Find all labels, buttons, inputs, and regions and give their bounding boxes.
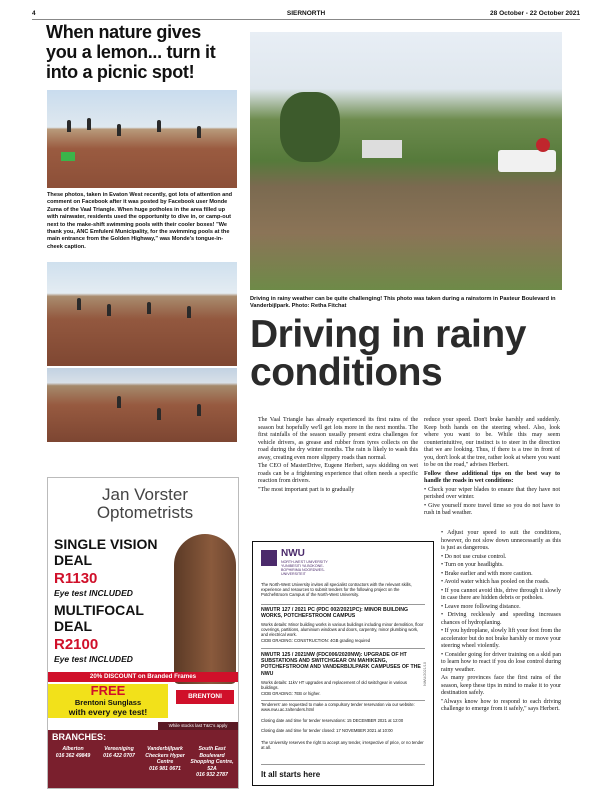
branches-title: BRANCHES: (52, 732, 106, 742)
left-headline: When nature gives you a lemon... turn it into a picnic spot! (46, 22, 216, 82)
tender1-grading: CIDB GRADING: CONSTRUCTION: 4GB grading required (261, 638, 371, 643)
article-column-3 (441, 530, 561, 715)
divider (261, 764, 425, 765)
nwu-logo-text: NWU (281, 548, 305, 559)
stock-note: While stocks last T&C's apply (158, 722, 238, 730)
tip-item: • Do not use cruise control. (441, 553, 507, 560)
divider (261, 648, 425, 649)
main-photo-caption: Driving in rainy weather can be quite challenging! This photo was taken during a rainstorm in Pasteur Boulevard in Vanderbijlpark. Photo: Retha Fitchat (250, 296, 556, 310)
optometrist-logo: Jan Vorster Optometrists (96, 485, 194, 522)
branch-item: Alberton 016 362 49849 (55, 746, 91, 759)
tender-intro: The North-West University invites all specialist contractors with the relevant skills, experience and resources to submit tenders for the following project on the Potchefstroom Campus of the North-West University. (261, 582, 412, 598)
free-title: FREE (90, 683, 126, 698)
model-photo (174, 534, 236, 684)
publication-name: SIERNORTH (286, 10, 326, 17)
issue-date: 28 October - 22 October 2021 (490, 10, 580, 17)
page-number: 4 (32, 10, 36, 17)
deal2-note: Eye test INCLUDED (54, 654, 133, 664)
free-line2: with every eye test! (68, 707, 148, 717)
free-offer (48, 684, 168, 718)
closing-date-2: Closing date and time for tender closed: 17 NOVEMBER 2021 at 10:00 (261, 728, 393, 733)
tips-intro: Follow these additional tips on the best way to handle the roads in wet conditions: (424, 470, 560, 484)
evaton-photo-3 (47, 368, 237, 442)
deal2-price: R2100 (54, 636, 99, 653)
tender-disclaimer: The University reserves the right to accept any tender, irrespective of price, or no tender at all. (261, 740, 424, 751)
article-column-1 (258, 417, 418, 495)
paragraph: As many provinces face the first rains of the season, keep these tips in mind to make it to your destination safely. (441, 675, 561, 696)
tip-item: • Driving recklessly and speeding increases chances of hydroplaning. (441, 612, 561, 626)
brentoni-logo: BRENTONI (176, 690, 234, 704)
deal1-price: R1130 (54, 570, 98, 587)
divider (261, 604, 425, 605)
tip-item: • Give yourself more travel time so you do not have to rush in bad weather. (424, 502, 560, 516)
flooded-road-photo (250, 32, 562, 290)
ad-reference: NWU/2021/10 (423, 662, 427, 686)
divider (261, 700, 425, 701)
deal1-title: SINGLE VISION DEAL (54, 536, 158, 568)
paragraph: The CEO of MasterDrive, Eugene Herbert, says skidding on wet roads can be a frightening experience that often needs a specific reaction from drivers. (258, 463, 418, 484)
tip-item: • Avoid water which has pooled on the roads. (441, 579, 550, 585)
article-column-2 (424, 417, 560, 519)
discount-band: 20% DISCOUNT on Branded Frames (48, 672, 238, 682)
tip-item: • Check your wiper blades to ensure that they have not perished over winter. (424, 486, 560, 500)
tender2-body: Works details: 11kV HT upgrades and replacement of old switchgear in various buildings. (261, 680, 407, 691)
tender-documents: Tenderers' are requested to make a compulsory tender reservation via our website: www.nwu.ac.za/tenders.html (261, 702, 415, 713)
nwu-logo-subtitle: NORTH-WEST UNIVERSITY YUNIBESITI YA BOKONE-BOPHIRIMA NOORDWES-UNIVERSITEIT (281, 560, 328, 576)
tip-item: • If you hydroplane, slowly lift your foot from the accelerator but do not brake harshly or move your steering wheel violently. (441, 628, 561, 649)
evaton-photo-2 (47, 262, 237, 366)
tender1-title: NWUTR 127 / 2021 PC (PDC 002/2021PC): MINOR BUILDING WORKS, POTCHEFSTROOM CAMPUS (261, 607, 409, 620)
paragraph: reduce your speed. Don't brake harshly and suddenly. Keep both hands on the steering wheel. Also, look where you want to be. While this may seem counterintuitive, our instinct is to steer in the direction that we are looking. Thus, if there is a tree in front of you, don't look at the tree, rather look at where you want to be on the road," advises Herbert. (424, 417, 560, 468)
tip-item: • Turn on your headlights. (441, 562, 504, 568)
paragraph: The Vaal Triangle has already experienced its first rains of the season but hopefully we'll get lots more in the next months. The first rainfalls of the season usually present extra challenges for vehicle drivers, as grease and rubber from tyres collects on the road during the dry winter months. The rain is likely to wash this away, creating even more slippery roads than normal. (258, 417, 418, 461)
evaton-photo-1 (47, 90, 237, 188)
deal1-note: Eye test INCLUDED (54, 588, 133, 598)
main-headline: Driving in rainy conditions (250, 313, 526, 394)
tender1-body: Works details: Minor building works in various buildings including minor demolition, floor coverings, partitions, aluminium windows and doors, carpentry, minor plumbing work, and electrical work. (261, 622, 424, 638)
tip-item: • Brake earlier and with more caution. (441, 570, 533, 577)
paragraph: "Always know how to respond to each driving challenge to emerge from it safely," says Herbert. (441, 698, 561, 712)
page-header (32, 8, 580, 20)
branch-item: Vanderbijlpark Checkers Hyper Centre 016 981 0671 (145, 746, 185, 772)
nwu-crest-icon (261, 550, 277, 566)
tip-item: • Consider going for driver training on a skid pan to learn how to react if you do lose control during rainy weather. (441, 651, 561, 673)
tip-item: • Adjust your speed to suit the conditions, however, do not slow down unnecessarily as this is just as dangerous. (441, 530, 561, 551)
nwu-tender-advert[interactable] (252, 541, 434, 786)
tender2-grading: CIDB GRADING: 7EB or higher. (261, 691, 321, 696)
branch-item: South East Boulevard Shopping Centre, 52A 016 932 2787 (190, 746, 234, 778)
optometrist-advert[interactable] (47, 477, 239, 789)
free-line1: Brentoni Sunglass (74, 698, 142, 707)
tip-item: • If you cannot avoid this, drive through it slowly in case there are hidden debris or potholes. (441, 587, 561, 601)
branch-item: Vereeniging 016 422 0707 (103, 746, 135, 759)
deal2-title: MULTIFOCAL DEAL (54, 602, 144, 634)
nwu-slogan: It all starts here (261, 770, 321, 779)
tip-item: • Leave more following distance. (441, 603, 521, 610)
tender2-title: NWUTR 125 / 2021NW (FDC006/2020NW): UPGRADE OF HT SUBSTATIONS AND SWITCHGEAR ON MAHIKENG, POTCHEFSTROOM AND VANDERBIJLPARK CAMPUSES OF THE NWU (261, 652, 421, 677)
left-photo-caption: These photos, taken in Evaton West recently, got lots of attention and comment on Facebook after it was posted by Facebook user Monde Zuma of the Vaal Triangle. When huge potholes in the area filled up with rainwater, residents used the opportunity to dive in, or camp-out next to the make-shift swimming pools with their cooler boxes! "We thank you, ANC Emfuleni Municipality, for the swimming pools at the main entrance from the Golden Highway," was Monde's tongue-in-cheek caption. (47, 192, 233, 250)
paragraph: "The most important part is to gradually (258, 486, 355, 493)
closing-date-1: Closing date and time for tender reservations: 15 DECEMBER 2021 at 12:00 (261, 718, 404, 723)
branches-box (48, 730, 238, 788)
